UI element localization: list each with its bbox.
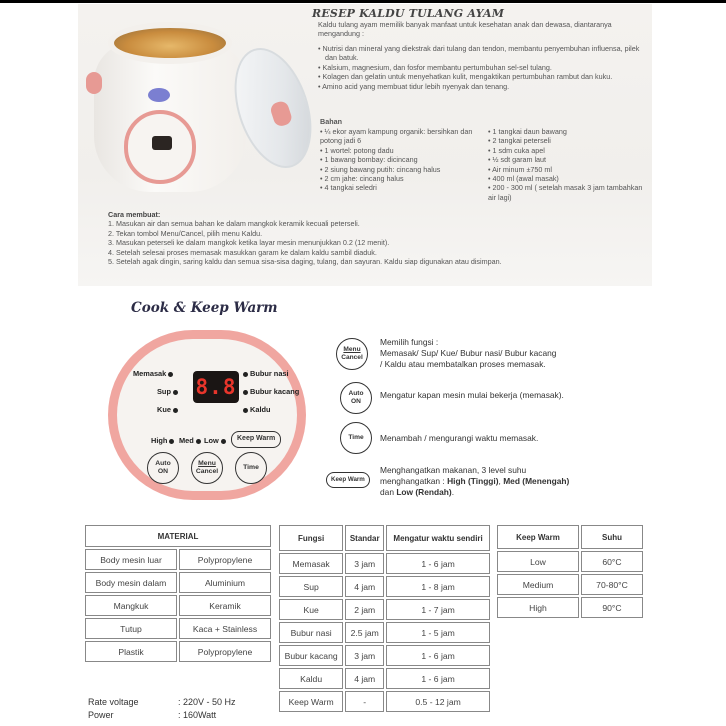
ingredient-item: • 1 sdm cuka apel [488, 145, 545, 155]
auto-on-icon: Auto ON [340, 382, 372, 414]
slow-cooker-illustration [84, 10, 256, 210]
ingredient-item: • Air minum ±750 ml [488, 164, 552, 174]
label-bubur-nasi: Bubur nasi [241, 369, 289, 378]
label-kue: Kue [157, 405, 180, 414]
keep-warm-description: Menghangatkan makanan, 3 level suhu menghangatkan : High (Tinggi), Med (Menengah) dan Low (Rendah). [380, 465, 570, 497]
table-row: Bubur kacang 3 jam 1 - 6 jam [279, 645, 490, 666]
brand-logo [148, 88, 170, 102]
table-row: Medium 70-80°C [497, 574, 643, 595]
table-row: Plastik Polypropylene [85, 641, 271, 662]
table-row: Low 60°C [497, 551, 643, 572]
column-header: Keep Warm [497, 525, 579, 549]
label-memasak: Memasak [133, 369, 175, 378]
step-item: 1. Masukan air dan semua bahan ke dalam mangkok keramik kecuali peterseli. [108, 219, 360, 229]
table-row: High 90°C [497, 597, 643, 618]
top-border-line [0, 0, 726, 3]
function-time-table [277, 523, 492, 714]
recipe-banner [78, 4, 652, 286]
label-bubur-kacang: Bubur kacang [241, 387, 299, 396]
benefit-item: • Amino acid yang membuat tidur lebih nyenyak dan tenang. [318, 81, 510, 91]
menu-cancel-button[interactable]: Menu Cancel [191, 452, 223, 484]
bahan-list-right [488, 127, 648, 202]
cara-heading: Cara membuat: [108, 210, 161, 219]
recipe-intro: Kaldu tulang ayam memilik banyak manfaat untuk kesehatan anak dan dewasa, diantaranya mengandung : [318, 20, 612, 39]
ingredient-item: • 200 - 300 ml ( setelah masak 3 jam tambahkan air lagi) [488, 183, 643, 202]
time-description: Menambah / mengurangi waktu memasak. [380, 433, 539, 443]
time-button[interactable]: Time [235, 452, 267, 484]
section-title: Cook & Keep Warm [131, 300, 278, 316]
table-row: Sup 4 jam 1 - 8 jam [279, 576, 490, 597]
ingredient-item: • 2 cm jahe: cincang halus [320, 174, 404, 184]
recipe-title: RESEP KALDU TULANG AYAM [312, 7, 505, 20]
table-row: Tutup Kaca + Stainless [85, 618, 271, 639]
table-row: Memasak 3 jam 1 - 6 jam [279, 553, 490, 574]
keep-warm-button[interactable]: Keep Warm [231, 431, 281, 448]
auto-on-description: Mengatur kapan mesin mulai bekerja (memasak). [380, 390, 564, 400]
ingredient-item: • 2 tangkai peterseli [488, 136, 551, 146]
column-header: Fungsi [279, 525, 343, 551]
ingredient-item: • ½ sdt garam laut [488, 155, 547, 165]
column-header: Suhu [581, 525, 643, 549]
ingredient-item: • 1 wortel: potong dadu [320, 145, 394, 155]
table-row: Body mesin luar Polypropylene [85, 549, 271, 570]
benefit-item: • Kolagen dan gelatin untuk menyehatkan kulit, mengaktikan pertumbuhan rambut dan kuku. [318, 72, 613, 82]
table-row: Kaldu 4 jam 1 - 6 jam [279, 668, 490, 689]
cooker-control-panel [124, 110, 196, 184]
menu-cancel-description: Memilih fungsi : Memasak/ Sup/ Kue/ Bubur nasi/ Bubur kacang / Kaldu atau membatalkan proses memasak. [380, 337, 557, 369]
material-header: MATERIAL [85, 525, 271, 547]
table-row: Body mesin dalam Aluminium [85, 572, 271, 593]
label-high: High [151, 436, 176, 445]
auto-on-button[interactable]: Auto ON [147, 452, 179, 484]
step-item: 3. Masukan peterseli ke dalam mangkok ketika layar mesin menunjukkan 0.2 (12 menit). [108, 238, 390, 248]
cooker-handle-left [86, 72, 102, 94]
step-item: 4. Setelah selesai proses memasak masukkan garam ke dalam kaldu sambil diaduk. [108, 247, 377, 257]
table-row: Kue 2 jam 1 - 7 jam [279, 599, 490, 620]
ingredient-item: • 2 siung bawang putih: cincang halus [320, 164, 441, 174]
ingredient-item: • 1 tangkai daun bawang [488, 127, 567, 136]
column-header: Standar [345, 525, 384, 551]
column-header: Mengatur waktu sendiri [386, 525, 490, 551]
spec-rate-voltage: Rate voltage : 220V - 50 Hz [88, 697, 236, 707]
bahan-list-left [320, 127, 490, 193]
benefit-item: • Nutrisi dan mineral yang diekstrak dari tulang dan tendon, membantu penyembuhan influensa, pilek dan batuk. [318, 44, 640, 63]
step-item: 2. Tekan tombol Menu/Cancel, pilih menu Kaldu. [108, 228, 263, 238]
ingredient-item: • 400 ml (awal masak) [488, 174, 559, 184]
spec-power: Power : 160Watt [88, 710, 217, 720]
label-sup: Sup [157, 387, 180, 396]
table-row: Mangkuk Keramik [85, 595, 271, 616]
led-display: 8.8 [193, 371, 239, 403]
soup-bowl [108, 22, 232, 64]
label-kaldu: Kaldu [241, 405, 271, 414]
ingredient-item: • 1 bawang bombay: dicincang [320, 155, 418, 165]
time-icon: Time [340, 422, 372, 454]
step-item: 5. Setelah agak dingin, saring kaldu dan semua sisa-sisa daging, tulang, dan sayuran. Kaldu siap digunakan atau disimpan. [108, 257, 502, 267]
label-med: Med [179, 436, 203, 445]
table-row: Keep Warm - 0.5 - 12 jam [279, 691, 490, 712]
recipe-benefits [318, 44, 648, 91]
bahan-heading: Bahan [320, 117, 342, 126]
keep-warm-icon: Keep Warm [326, 472, 370, 488]
cara-membuat [108, 210, 628, 266]
ingredient-item: • 4 tangkai seledri [320, 183, 377, 193]
label-low: Low [204, 436, 228, 445]
material-table [83, 523, 273, 664]
control-panel-diagram [108, 330, 306, 500]
keep-warm-table [495, 523, 645, 620]
table-row: Bubur nasi 2.5 jam 1 - 5 jam [279, 622, 490, 643]
benefit-item: • Kalsium, magnesium, dan fosfor membantu pertumbuhan sel-sel tulang. [318, 62, 552, 72]
menu-cancel-icon: Menu Cancel [336, 338, 368, 370]
ingredient-item: • ¼ ekor ayam kampung organik: bersihkan dan potong jadi 6 [320, 127, 473, 146]
